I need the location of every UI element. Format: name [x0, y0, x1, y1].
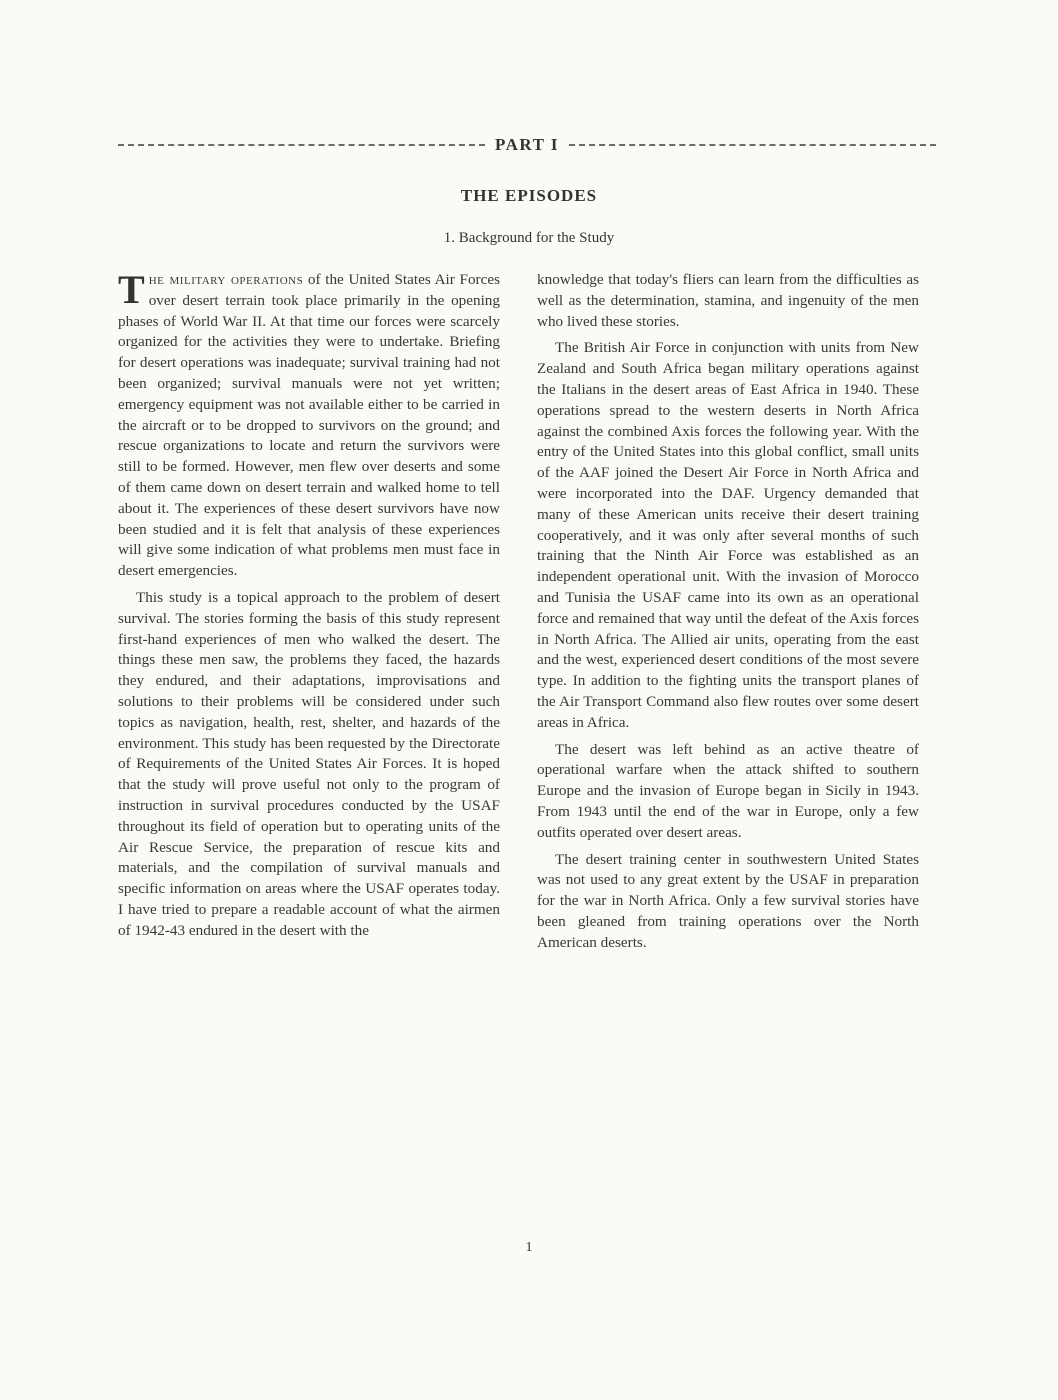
- dashed-rule-left: [118, 144, 485, 146]
- dashed-rule-right: [569, 144, 936, 146]
- section-title: 1. Background for the Study: [443, 230, 615, 246]
- paragraph: This study is a topical approach to the problem of desert survival. The stories forming the basis of this study represent first-hand experiences of men who walked the desert. The things these men saw, the problems they faced, the hazards they endured, and their adaptations, improvisations and solutions to their problems will be considered under such topics as navigation, health, rest, shelter, and hazards of the environment. This study has been requested by the Directorate of Requirements of the United States Air Forces. It is hoped that the study will prove useful not only to the program of instruction in survival procedures conducted by the USAF throughout its field of operation but to operating units of the Air Rescue Service, the preparation of rescue kits and materials, and the compilation of survival manuals and specific information on areas where the USAF operates today. I have tried to prepare a readable account of what the airmen of 1942-43 endured in the desert with the: [118, 588, 500, 939]
- part-heading: PART I: [495, 135, 559, 154]
- paragraph-continued: knowledge that today's fliers can learn from the difficulties as well as the determination, stamina, and ingenuity of the men who lived these stories.: [537, 271, 919, 330]
- page-number: 1: [525, 1240, 533, 1255]
- paragraph-text: of the United States Air Forces over desert terrain took place primarily in the opening phases of World War II. At that time our forces were scarcely organized for the activities they were to undertake. Briefing for desert operations was inadequate; survival training had not been organized; survival manuals were not yet written; emergency equipment was not available either to be carried in the aircraft or to be dropped to survivors on the ground; and rescue organizations to locate and return the survivors were still to be formed. However, men flew over deserts and some of them came down on desert terrain and walked home to tell about it. The experiences of these desert survivors have now been studied and it is felt that analysis of these experiences will give some indication of what problems men must face in desert emergencies.: [118, 271, 500, 580]
- opening-words: he military operations: [148, 271, 304, 288]
- paragraph: The desert training center in southwestern United States was not used to any great extent by the USAF in preparation for the war in North Africa. Only a few survival stories have been gleaned from training operations over the North American deserts.: [537, 850, 919, 951]
- drop-cap: T: [118, 267, 145, 312]
- left-column: [118, 267, 500, 948]
- part-heading-rule: [118, 133, 936, 157]
- paragraph-intro: [118, 267, 500, 582]
- chapter-title: THE EPISODES: [460, 186, 598, 205]
- right-column: [537, 270, 919, 960]
- paragraph: The desert was left behind as an active theatre of operational warfare when the attack shifted to southern Europe and the invasion of Europe began in Sicily in 1943. From 1943 until the end of the war in Europe, only a few outfits operated over desert areas.: [537, 740, 919, 841]
- paragraph: The British Air Force in conjunction with units from New Zealand and South Africa began military operations against the Italians in the desert areas of East Africa in 1940. These operations spread to the western deserts in North Africa against the combined Axis forces the following year. With the entry of the United States into this global conflict, small units of the AAF joined the Desert Air Force in North Africa and were incorporated into the DAF. Urgency demanded that many of these American units receive their desert training cooperatively, and it was only after several months of such training that the Ninth Air Force was established as an independent operational unit. With the invasion of Morocco and Tunisia the USAF came into its own as an operational force and remained that way until the defeat of the Axis forces in North Africa. The Allied air units, operating from the east and the west, experienced desert conditions of the most severe type. In addition to the fighting units the transport planes of the Air Transport Command also flew routes over some desert areas in Africa.: [537, 339, 919, 731]
